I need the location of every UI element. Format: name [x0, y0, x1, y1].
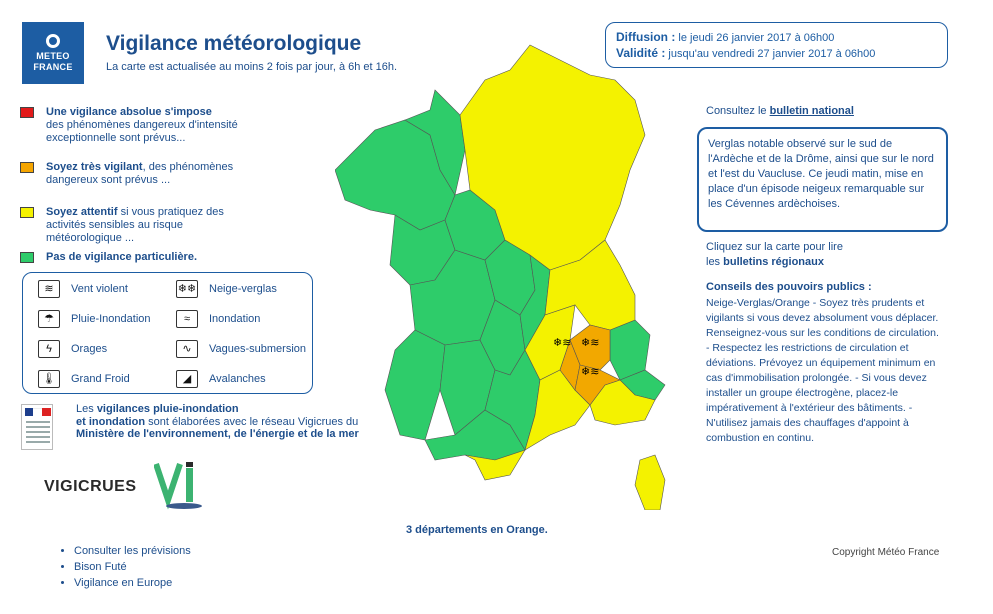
link-vigilance-europe[interactable]: • Vigilance en Europe: [74, 575, 191, 591]
orange-swatch: [20, 162, 34, 173]
verglas-info-box: Verglas notable observé sur le sud de l'Ardèche et de la Drôme, ainsi que sur le nord et l'est du Vaucluse. Ce jeudi matin, mise en place d'un épisode neigeux remarquable sur les Cévennes ardèchoises.: [697, 127, 948, 232]
diffusion-value: le jeudi 26 janvier 2017 à 06h00: [678, 32, 835, 44]
link-bison-fute[interactable]: • Bison Futé: [74, 559, 191, 575]
legend-yellow-title: Soyez attentif: [46, 206, 118, 218]
phenomena-legend: ≋ Vent violent ❄❄ Neige-verglas ☂ Pluie-Inondation ≈ Inondation ϟ Orages ∿ Vagues-submersion 🌡 Grand Froid ◢ Avalanches: [22, 272, 313, 394]
avalanche-icon: ◢: [176, 370, 198, 388]
bulletins-regionaux-link[interactable]: bulletins régionaux: [723, 256, 824, 268]
regional-bulletins: Cliquez sur la carte pour lire les bulletins régionaux: [706, 241, 843, 268]
legend-orange-text: , des phénomènes dangereux sont prévus ...: [46, 161, 234, 186]
validite-label: Validité :: [616, 46, 666, 60]
page-subtitle: La carte est actualisée au moins 2 fois par jour, à 6h et 16h.: [106, 61, 398, 73]
wave-icon: ∿: [176, 340, 198, 358]
legend-orange-title: Soyez très vigilant: [46, 161, 143, 173]
green-swatch: [20, 252, 34, 263]
snow-ice-marker: ❄≋: [553, 336, 572, 349]
snow-ice-marker: ❄≋: [581, 365, 600, 378]
wind-icon: ≋: [38, 280, 60, 298]
dept-corse[interactable]: [635, 455, 665, 510]
logo-text-2: FRANCE: [33, 62, 73, 72]
diffusion-label: Diffusion :: [616, 30, 676, 44]
cold-icon: 🌡: [38, 370, 60, 388]
logo-circle-icon: [46, 34, 60, 48]
conseils-title: Conseils des pouvoirs publics :: [706, 281, 872, 293]
vigicrues-info: Les vigilances pluie-inondation et inondation sont élaborées avec le réseau Vigicrues du Ministère de l'environnement, de l'énergie et de la mer: [76, 403, 359, 440]
legend-red-text: des phénomènes dangereux d'intensité exceptionnelle sont prévus...: [46, 119, 238, 144]
yellow-swatch: [20, 207, 34, 218]
meteo-france-logo[interactable]: [22, 22, 84, 84]
conseils-text: Neige-Verglas/Orange - Soyez très prudents et vigilants si vous devez absolument vous déplacer. Renseignez-vous sur les conditions de circulation. - Respectez les restrictions de circulation et déviations. Prévoyez un équipement minimum en cas d'immobilisation prolongée. - Si vous devez installer un groupe électrogène, placez-le impérativement à l'extérieur des bâtiments. - N'utilisez jamais des chauffages d'appoint à combustion en continu.: [706, 297, 939, 444]
ministry-name: Ministère de l'environnement, de l'énergie et de la mer: [76, 428, 359, 440]
storm-icon: ϟ: [38, 340, 60, 358]
page-title: Vigilance météorologique: [106, 32, 362, 55]
footer-links: [60, 543, 191, 591]
logo-text-1: METEO: [36, 51, 70, 61]
orange-count-text: 3 départements en Orange.: [406, 524, 548, 536]
red-swatch: [20, 107, 34, 118]
rain-flood-icon: ☂: [38, 310, 60, 328]
snow-ice-icon: ❄❄: [176, 280, 198, 298]
dept-gironde[interactable]: [385, 330, 445, 440]
bulletin-national-link[interactable]: bulletin national: [769, 105, 854, 117]
legend-red-title: Une vigilance absolue s'impose: [46, 106, 212, 118]
flood-icon: ≈: [176, 310, 198, 328]
vigicrues-logo[interactable]: VIGICRUES: [44, 478, 137, 495]
copyright: Copyright Météo France: [832, 547, 940, 558]
validite-value: jusqu'au vendredi 27 janvier 2017 à 06h00: [668, 48, 876, 60]
vi-logo[interactable]: [154, 460, 206, 512]
france-vigilance-map[interactable]: [335, 40, 685, 510]
legend-green-title: Pas de vigilance particulière.: [46, 251, 198, 263]
legend-yellow-text: si vous pratiquez des activités sensibles au risque météorologique ...: [46, 206, 224, 244]
link-previsions[interactable]: • Consulter les prévisions: [74, 543, 191, 559]
consult-bulletin: Consultez le bulletin national: [706, 105, 854, 117]
snow-ice-marker: ❄≋: [581, 336, 600, 349]
ministry-flag-icon: [21, 404, 53, 450]
